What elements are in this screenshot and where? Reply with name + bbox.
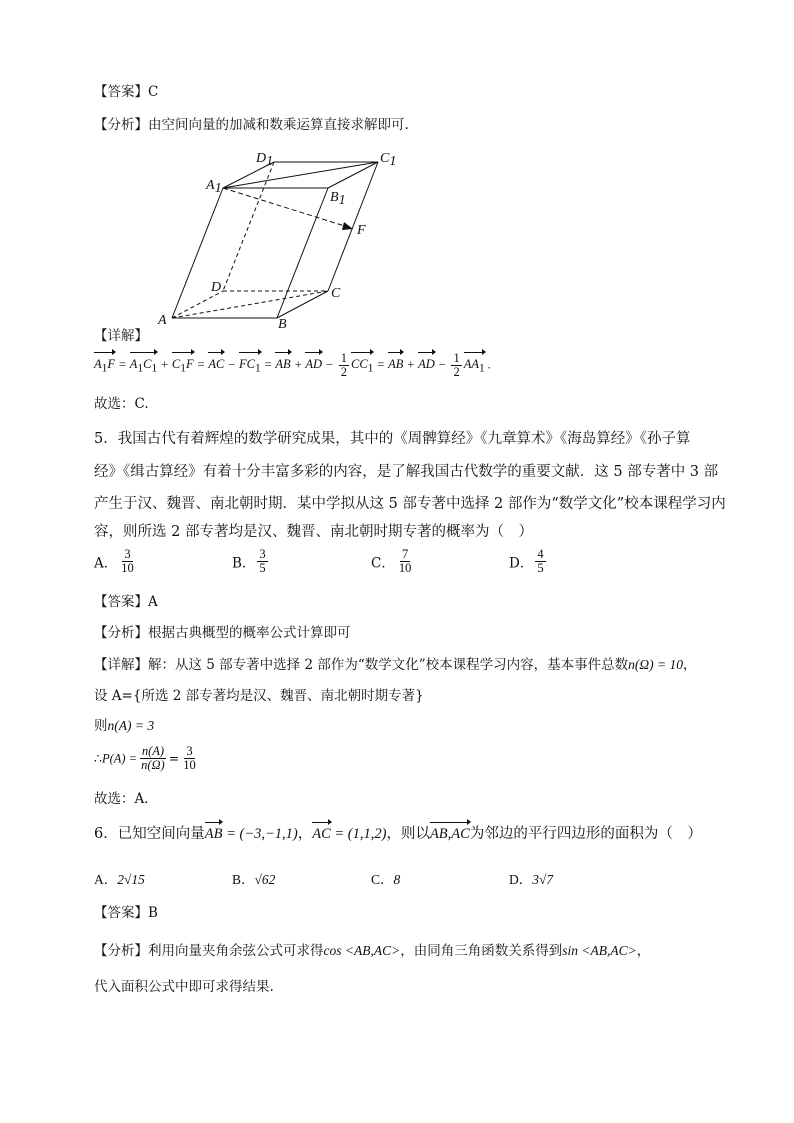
q4-vector-derivation: $A_1F = A_1C_1 + C_1F$ = AC − $FC_1$ = AB + AD − $\frac{1}{2}$ $CC_1$ = AB + AD − $\frac{1}{2}$ $AA_1$ . (94, 351, 491, 379)
q5-detail-line-4: ∴P(A) = $\frac{n(A)}{n(\Omega)}$ = $\frac{3}{10}$ (94, 744, 196, 772)
diag-a1-c1 (223, 162, 378, 188)
q5-stem-line-2: 经》《缉古算经》有着十分丰富多彩的内容，是了解我国古代数学的重要文献．这 5 部专著中 3 部 (94, 464, 719, 480)
q6-option-b[interactable]: B．√62 (232, 872, 276, 887)
q5-stem-line-3: 产生于汉、魏晋、南北朝时期．某中学拟从这 5 部专著中选择 2 部作为“数学文化”校本课程学习内 (94, 496, 726, 512)
q6-option-c[interactable]: C．8 (371, 872, 401, 887)
vector-arrowhead (342, 222, 353, 230)
label-b: B (278, 317, 287, 330)
q5-answer-line: 【答案】A (94, 594, 158, 610)
edge-a-d (172, 291, 223, 318)
answer-value: A (148, 594, 158, 610)
q6-analysis-line-1: 【分析】利用向量夹角余弦公式可求得cos <AB,AC>，由同角三角函数关系得到sin <AB,AC>， (94, 943, 651, 959)
q5-option-d[interactable]: D． $\frac{4}{5}$ (509, 547, 544, 575)
q4-detail-tag: 【详解】 (94, 328, 148, 344)
analysis-tag: 【分析】 (94, 117, 148, 133)
q5-option-c[interactable]: C． $\frac{7}{10}$ (371, 547, 412, 575)
edge-c1-c (328, 162, 378, 291)
q4-conclusion: 故选：C. (94, 396, 149, 412)
q5-option-b[interactable]: B． $\frac{3}{5}$ (232, 547, 266, 575)
parallelepiped-figure (150, 140, 410, 330)
q5-detail-line-2: 设 A={所选 2 部专著均是汉、魏晋、南北朝时期专著} (94, 688, 424, 704)
label-f: F (357, 223, 366, 238)
q5-conclusion: 故选：A． (94, 791, 158, 807)
q6-answer-line: 【答案】B (94, 905, 158, 921)
q5-option-a[interactable]: A． $\frac{3}{10}$ (94, 547, 134, 575)
label-a1: A1 (206, 178, 222, 196)
label-a: A (158, 313, 167, 328)
diag-a-c (172, 291, 328, 318)
q5-analysis-line: 【分析】根据古典概型的概率公式计算即可 (94, 625, 351, 641)
q6-analysis-line-2: 代入面积公式中即可求得结果. (94, 979, 274, 995)
q6-option-d[interactable]: D．3√7 (509, 872, 554, 887)
q5-detail-line-3: 则n(A) = 3 (94, 718, 155, 734)
label-b1: B1 (330, 190, 346, 208)
label-d1: D1 (256, 151, 274, 169)
label-d: D (211, 280, 222, 295)
q5-stem-line-4: 容，则所选 2 部专著均是汉、魏晋、南北朝时期专著的概率为（ ） (94, 524, 533, 540)
q4-analysis-line (94, 115, 409, 135)
q6-option-a[interactable]: A．2√15 (94, 872, 145, 887)
label-c1: C1 (380, 151, 397, 169)
q5-stem-line-1: 5．我国古代有着辉煌的数学研究成果，其中的《周髀算经》《九章算术》《海岛算经》《孙子算 (94, 431, 691, 447)
answer-value: C (148, 84, 159, 100)
answer-tag: 【答案】 (94, 84, 148, 100)
label-c: C (331, 286, 341, 301)
edge-b-c (277, 291, 328, 318)
edge-d1-d (223, 162, 274, 291)
q6-stem: 6．已知空间向量AB = (−3,−1,1)，AC = (1,1,2)，则以AB,AC为邻边的平行四边形的面积为（ ） (94, 826, 702, 842)
analysis-text: 由空间向量的加减和数乘运算直接求解即可. (148, 117, 409, 133)
answer-value: B (148, 905, 158, 921)
edge-a1-a (172, 188, 223, 318)
q5-detail-line-1: 【详解】解：从这 5 部专著中选择 2 部作为“数学文化”校本课程学习内容，基本事件总数n(Ω) = 10， (94, 657, 697, 673)
q4-answer-line (94, 82, 158, 102)
